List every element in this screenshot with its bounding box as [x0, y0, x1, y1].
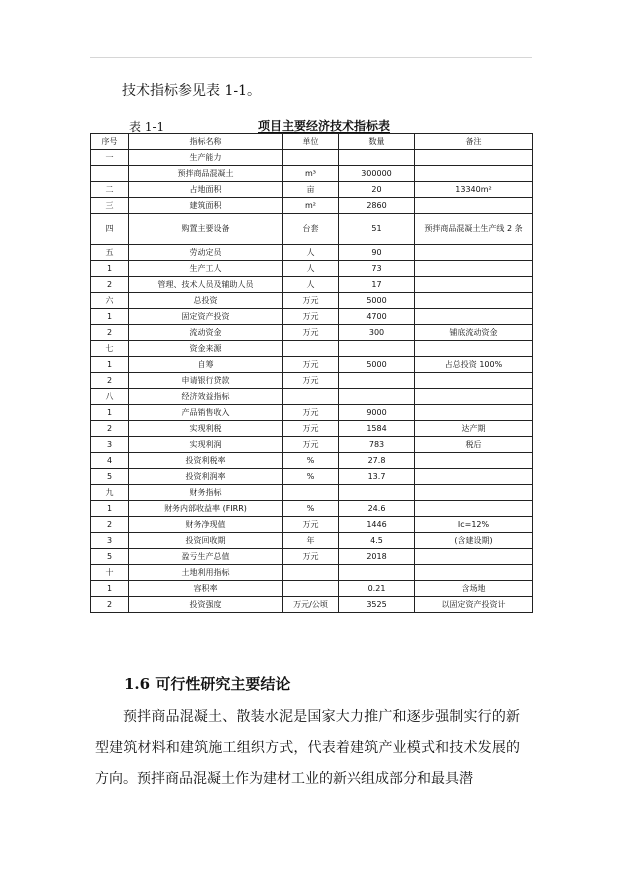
- cell-note: 达产期: [415, 421, 533, 437]
- table-label: 表 1-1: [129, 120, 165, 134]
- cell-qty: [339, 341, 415, 357]
- cell-unit: 万元: [283, 517, 339, 533]
- cell-name: 总投资: [129, 293, 283, 309]
- cell-no: 2: [91, 277, 129, 293]
- cell-unit: [283, 565, 339, 581]
- cell-no: 二: [91, 182, 129, 198]
- cell-no: 2: [91, 517, 129, 533]
- cell-name: 财务指标: [129, 485, 283, 501]
- cell-unit: 万元/公顷: [283, 597, 339, 613]
- cell-unit: %: [283, 501, 339, 517]
- cell-note: [415, 341, 533, 357]
- cell-name: 土地利用指标: [129, 565, 283, 581]
- cell-note: [415, 469, 533, 485]
- cell-unit: 万元: [283, 373, 339, 389]
- header-unit: 单位: [283, 134, 339, 150]
- cell-qty: 13.7: [339, 469, 415, 485]
- cell-qty: 4.5: [339, 533, 415, 549]
- cell-name: 投资强度: [129, 597, 283, 613]
- table-row: [91, 245, 533, 261]
- cell-name: 财务内部收益率 (FIRR): [129, 501, 283, 517]
- table-row: [91, 405, 533, 421]
- table-row: [91, 293, 533, 309]
- cell-no: 一: [91, 150, 129, 166]
- cell-qty: 783: [339, 437, 415, 453]
- table-row: [91, 309, 533, 325]
- section-heading: 1.6 可行性研究主要结论: [124, 675, 291, 693]
- table-row: [91, 182, 533, 198]
- cell-name: 固定资产投资: [129, 309, 283, 325]
- header-name: 指标名称: [129, 134, 283, 150]
- cell-qty: 3525: [339, 597, 415, 613]
- cell-name: 产品销售收入: [129, 405, 283, 421]
- table-row: [91, 437, 533, 453]
- table-title: 项目主要经济技术指标表: [258, 119, 391, 133]
- cell-note: [415, 245, 533, 261]
- cell-qty: 300000: [339, 166, 415, 182]
- cell-no: 2: [91, 421, 129, 437]
- cell-name: 申请银行贷款: [129, 373, 283, 389]
- cell-qty: 2860: [339, 198, 415, 214]
- cell-note: [415, 309, 533, 325]
- cell-name: 生产工人: [129, 261, 283, 277]
- cell-unit: %: [283, 469, 339, 485]
- table-row: [91, 389, 533, 405]
- cell-name: 投资回收期: [129, 533, 283, 549]
- cell-qty: [339, 389, 415, 405]
- cell-unit: 台套: [283, 214, 339, 245]
- cell-note: [415, 453, 533, 469]
- cell-qty: [339, 485, 415, 501]
- cell-no: 1: [91, 581, 129, 597]
- cell-no: 七: [91, 341, 129, 357]
- cell-name: 预拌商品混凝土: [129, 166, 283, 182]
- cell-unit: [283, 341, 339, 357]
- table-row: [91, 150, 533, 166]
- cell-name: 投资利润率: [129, 469, 283, 485]
- cell-note: 预拌商品混凝土生产线 2 条: [415, 214, 533, 245]
- table-row: [91, 373, 533, 389]
- table-row: [91, 277, 533, 293]
- cell-name: 资金来源: [129, 341, 283, 357]
- cell-note: 占总投资 100%: [415, 357, 533, 373]
- cell-qty: 73: [339, 261, 415, 277]
- economic-indicators-table: [90, 133, 533, 613]
- cell-name: 建筑面积: [129, 198, 283, 214]
- cell-note: [415, 277, 533, 293]
- cell-qty: 90: [339, 245, 415, 261]
- cell-no: 1: [91, 501, 129, 517]
- cell-unit: [283, 581, 339, 597]
- cell-unit: 万元: [283, 309, 339, 325]
- cell-name: 经济效益指标: [129, 389, 283, 405]
- cell-note: [415, 501, 533, 517]
- cell-no: 2: [91, 373, 129, 389]
- paragraph-text: 预拌商品混凝土、散装水泥是国家大力推广和逐步强制实行的新型建筑材料和建筑施工组织方式，代表着建筑产业模式和技术发展的方向。预拌商品混凝土作为建材工业的新兴组成部分和最具潜: [95, 709, 520, 787]
- cell-unit: 万元: [283, 357, 339, 373]
- cell-unit: 亩: [283, 182, 339, 198]
- cell-note: [415, 405, 533, 421]
- cell-no: 四: [91, 214, 129, 245]
- cell-name: 占地面积: [129, 182, 283, 198]
- table-body: [91, 150, 533, 613]
- cell-qty: 5000: [339, 293, 415, 309]
- header-qty: 数量: [339, 134, 415, 150]
- cell-note: [415, 150, 533, 166]
- cell-qty: 1446: [339, 517, 415, 533]
- cell-name: 实现利润: [129, 437, 283, 453]
- cell-unit: 万元: [283, 437, 339, 453]
- cell-qty: 24.6: [339, 501, 415, 517]
- cell-unit: 万元: [283, 549, 339, 565]
- header-note: 备注: [415, 134, 533, 150]
- cell-note: [415, 389, 533, 405]
- cell-name: 盈亏生产总值: [129, 549, 283, 565]
- cell-note: (含建设期): [415, 533, 533, 549]
- conclusion-paragraph: [95, 702, 520, 795]
- cell-note: [415, 565, 533, 581]
- cell-qty: 27.8: [339, 453, 415, 469]
- cell-no: 3: [91, 437, 129, 453]
- cell-no: 2: [91, 325, 129, 341]
- cell-qty: 51: [339, 214, 415, 245]
- cell-qty: 4700: [339, 309, 415, 325]
- cell-unit: [283, 150, 339, 166]
- cell-unit: 万元: [283, 421, 339, 437]
- cell-no: 1: [91, 309, 129, 325]
- table-row: [91, 341, 533, 357]
- cell-no: 1: [91, 357, 129, 373]
- cell-no: 九: [91, 485, 129, 501]
- cell-qty: 2018: [339, 549, 415, 565]
- table-row: [91, 549, 533, 565]
- cell-unit: %: [283, 453, 339, 469]
- cell-note: 以固定资产投资计: [415, 597, 533, 613]
- cell-unit: 年: [283, 533, 339, 549]
- cell-name: 容积率: [129, 581, 283, 597]
- cell-name: 生产能力: [129, 150, 283, 166]
- cell-qty: 17: [339, 277, 415, 293]
- cell-qty: 0.21: [339, 581, 415, 597]
- cell-note: 税后: [415, 437, 533, 453]
- cell-qty: [339, 565, 415, 581]
- table-row: [91, 533, 533, 549]
- table-row: [91, 198, 533, 214]
- cell-unit: 万元: [283, 293, 339, 309]
- cell-name: 管理、技术人员及辅助人员: [129, 277, 283, 293]
- cell-unit: [283, 389, 339, 405]
- table-header-row: [91, 134, 533, 150]
- cell-no: 六: [91, 293, 129, 309]
- table-row: [91, 501, 533, 517]
- cell-no: 5: [91, 469, 129, 485]
- cell-name: 自筹: [129, 357, 283, 373]
- cell-qty: 5000: [339, 357, 415, 373]
- cell-qty: 300: [339, 325, 415, 341]
- intro-text: 技术指标参见表 1-1。: [122, 83, 261, 99]
- cell-note: [415, 261, 533, 277]
- cell-note: [415, 485, 533, 501]
- cell-no: 五: [91, 245, 129, 261]
- cell-no: [91, 166, 129, 182]
- cell-qty: 20: [339, 182, 415, 198]
- table-row: [91, 325, 533, 341]
- table-row: [91, 214, 533, 245]
- cell-unit: 人: [283, 261, 339, 277]
- table-row: [91, 357, 533, 373]
- table-row: [91, 565, 533, 581]
- cell-unit: m³: [283, 166, 339, 182]
- table-row: [91, 453, 533, 469]
- cell-unit: m²: [283, 198, 339, 214]
- cell-note: 含场地: [415, 581, 533, 597]
- cell-no: 1: [91, 405, 129, 421]
- cell-qty: [339, 373, 415, 389]
- header-no: 序号: [91, 134, 129, 150]
- table-row: [91, 421, 533, 437]
- cell-note: [415, 293, 533, 309]
- cell-name: 流动资金: [129, 325, 283, 341]
- table-row: [91, 581, 533, 597]
- cell-no: 5: [91, 549, 129, 565]
- cell-qty: 9000: [339, 405, 415, 421]
- table-row: [91, 485, 533, 501]
- cell-name: 劳动定员: [129, 245, 283, 261]
- cell-name: 财务净现值: [129, 517, 283, 533]
- cell-note: [415, 373, 533, 389]
- cell-unit: 人: [283, 245, 339, 261]
- cell-unit: 万元: [283, 325, 339, 341]
- cell-no: 4: [91, 453, 129, 469]
- cell-note: 铺底流动资金: [415, 325, 533, 341]
- table-row: [91, 597, 533, 613]
- cell-note: Ic=12%: [415, 517, 533, 533]
- table-row: [91, 469, 533, 485]
- cell-note: [415, 198, 533, 214]
- table-row: [91, 261, 533, 277]
- table-row: [91, 517, 533, 533]
- header-rule: [90, 57, 532, 58]
- cell-unit: [283, 485, 339, 501]
- cell-name: 实现利税: [129, 421, 283, 437]
- cell-unit: 人: [283, 277, 339, 293]
- cell-note: 13340m²: [415, 182, 533, 198]
- cell-name: 购置主要设备: [129, 214, 283, 245]
- cell-no: 1: [91, 261, 129, 277]
- cell-note: [415, 549, 533, 565]
- cell-name: 投资利税率: [129, 453, 283, 469]
- cell-note: [415, 166, 533, 182]
- cell-no: 三: [91, 198, 129, 214]
- cell-no: 3: [91, 533, 129, 549]
- cell-no: 2: [91, 597, 129, 613]
- cell-unit: 万元: [283, 405, 339, 421]
- cell-qty: 1584: [339, 421, 415, 437]
- table-row: [91, 166, 533, 182]
- cell-no: 十: [91, 565, 129, 581]
- cell-qty: [339, 150, 415, 166]
- cell-no: 八: [91, 389, 129, 405]
